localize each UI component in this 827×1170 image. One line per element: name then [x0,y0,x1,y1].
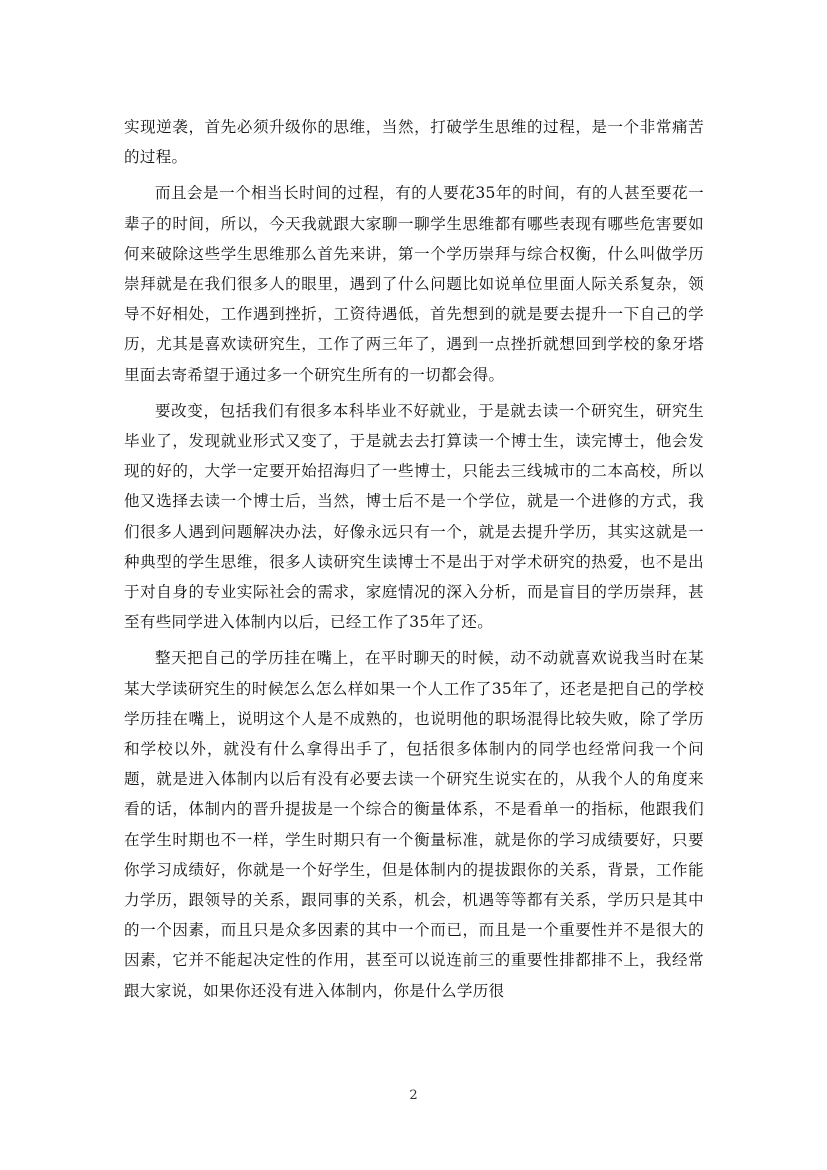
document-body [124,112,704,1006]
paragraph-2: 而且会是一个相当长时间的过程，有的人要花35年的时间，有的人甚至要花一辈子的时间，所以，今天我就跟大家聊一聊学生思维都有哪些表现有哪些危害要如何来破除这些学生思维那么首先来讲，第一个学历崇拜与综合权衡，什么叫做学历崇拜就是在我们很多人的眼里，遇到了什么问题比如说单位里面人际关系复杂，领导不好相处，工作遇到挫折，工资待遇低，首先想到的就是要去提升一下自己的学历，尤其是喜欢读研究生，工作了两三年了，遇到一点挫折就想回到学校的象牙塔里面去寄希望于通过多一个研究生所有的一切都会得。 [124,184,704,384]
paragraph-3: 要改变，包括我们有很多本科毕业不好就业，于是就去读一个研究生，研究生毕业了，发现就业形式又变了，于是就去去打算读一个博士生，读完博士，他会发现的好的，大学一定要开始招海归了一些博士，只能去三线城市的二本高校，所以他又选择去读一个博士后，当然，博士后不是一个学位，就是一个进修的方式，我们很多人遇到问题解决办法，好像永远只有一个，就是去提升学历，其实这就是一种典型的学生思维，很多人读研究生读博士不是出于对学术研究的热爱，也不是出于对自身的专业实际社会的需求，家庭情况的深入分析，而是盲目的学历崇拜，甚至有些同学进入体制内以后，已经工作了35年了还。 [124,401,704,632]
paragraph-1: 实现逆袭，首先必须升级你的思维，当然，打破学生思维的过程，是一个非常痛苦的过程。 [124,118,704,167]
page-number: 2 [409,1088,418,1103]
paragraph-4: 整天把自己的学历挂在嘴上，在平时聊天的时候，动不动就喜欢说我当时在某某大学读研究生的时候怎么怎么样如果一个人工作了35年了，还老是把自己的学校学历挂在嘴上，说明这个人是不成熟的，也说明他的职场混得比较失败，除了学历和学校以外，就没有什么拿得出手了，包括很多体制内的同学也经常问我一个问题，就是进入体制内以后有没有必要去读一个研究生说实在的，从我个人的角度来看的话，体制内的晋升提拔是一个综合的衡量体系，不是看单一的指标，他跟我们在学生时期也不一样，学生时期只有一个衡量标准，就是你的学习成绩要好，只要你学习成绩好，你就是一个好学生，但是体制内的提拔跟你的关系，背景，工作能力学历，跟领导的关系，跟同事的关系，机会，机遇等等都有关系，学历只是其中的一个因素，而且只是众多因素的其中一个而已，而且是一个重要性并不是很大的因素，它并不能起决定性的作用，甚至可以说连前三的重要性排都排不上，我经常跟大家说，如果你还没有进入体制内，你是什么学历很 [124,649,704,1000]
